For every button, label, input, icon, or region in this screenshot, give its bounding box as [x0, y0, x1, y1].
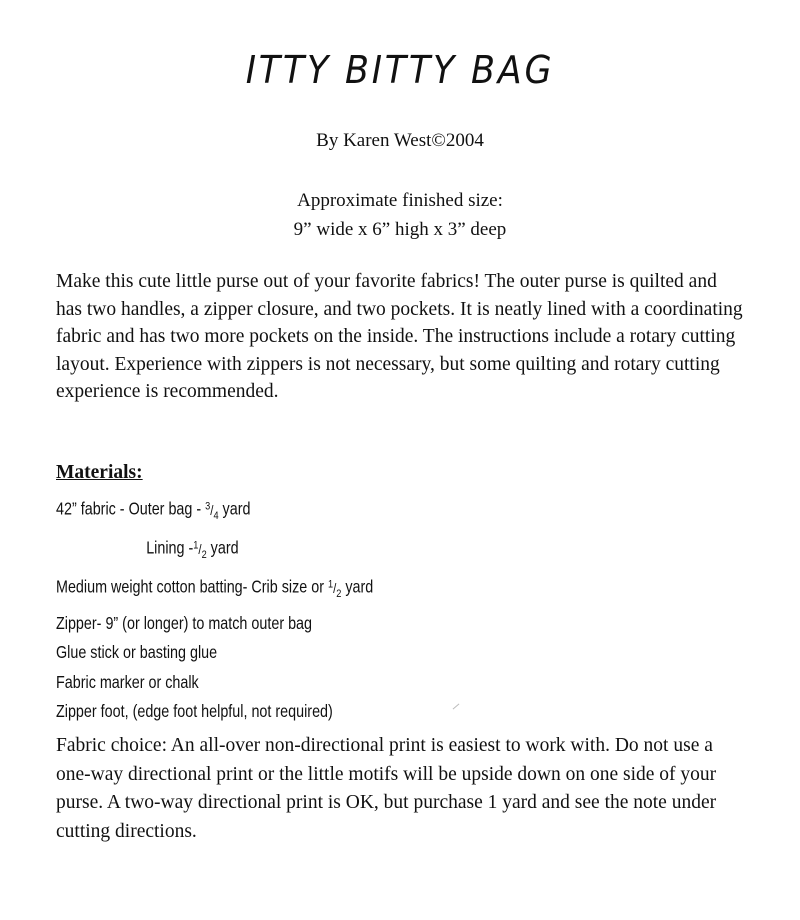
size-value: 9” wide x 6” high x 3” deep: [293, 219, 507, 240]
author-byline: By Karen West©2004: [316, 130, 484, 151]
page-title: ITTY BITTY BAG: [245, 48, 555, 92]
size-label: Approximate finished size:: [297, 190, 503, 211]
intro-paragraph: Make this cute little purse out of your favorite fabrics! The outer purse is quilted and has two handles, a zipper closure, and two pockets. It is neatly lined with a coordinating fabric and has two more pockets on the inside. The instructions include a rotary cutting layout. Experience with zippers is not necessary, but some quilting and rotary cutting experience is recommended.: [56, 271, 743, 403]
material-zipper: Zipper- 9” (or longer) to match outer bag: [56, 612, 313, 633]
material-glue: Glue stick or basting glue: [56, 642, 218, 663]
materials-list: [56, 492, 482, 727]
material-outer-bag: 42” fabric - Outer bag - $^3/_4$ yard: [56, 498, 251, 522]
material-zipper-foot: Zipper foot, (edge foot helpful, not required): [56, 701, 333, 722]
fabric-choice-paragraph: Fabric choice: An all-over non-directional print is easiest to work with. Do not use a one-way directional print or the little motifs will be upside down on one side of your purse. A two-way directional print is OK, but purchase 1 yard and see the note under cutting directions.: [56, 735, 717, 842]
material-marker: Fabric marker or chalk: [56, 671, 199, 692]
materials-heading: Materials:: [56, 462, 143, 483]
finished-size: [0, 186, 800, 244]
material-lining: Lining $-^1/_2$ yard: [146, 537, 239, 561]
material-batting: Medium weight cotton batting- Crib size or $^1/_2$ yard: [56, 576, 374, 600]
